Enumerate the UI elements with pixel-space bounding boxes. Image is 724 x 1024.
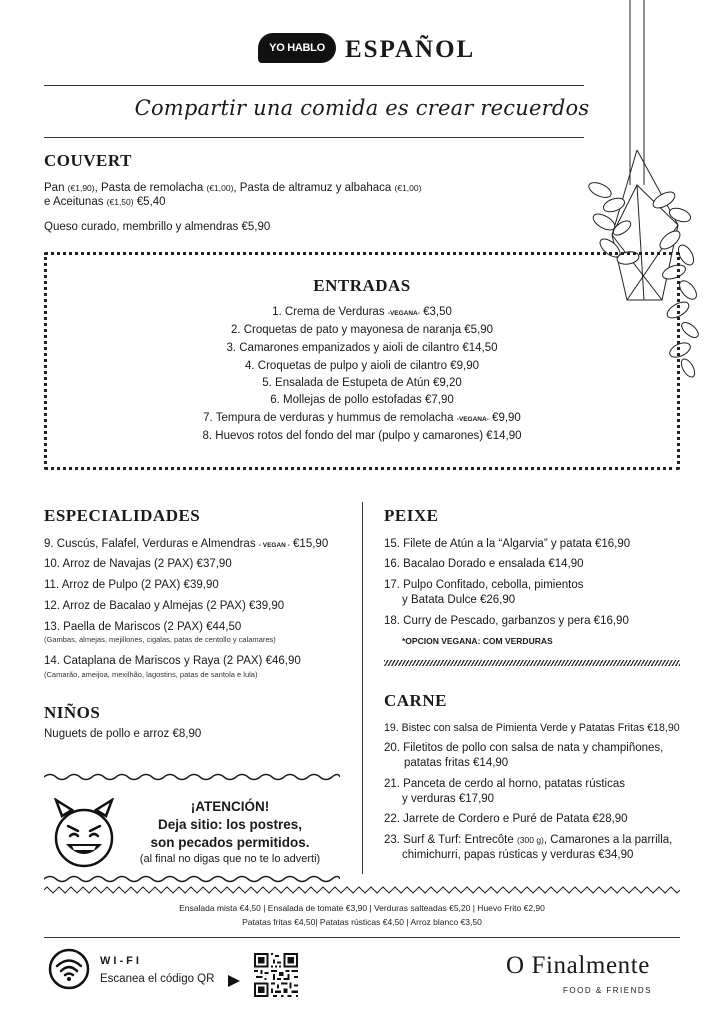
- carne-item-23-cont: chimichurri, papas rústicas y verduras €34,90: [402, 849, 634, 861]
- wave-divider-top: [44, 772, 340, 782]
- arrow-right-icon: [228, 975, 240, 987]
- couvert-remolacha: , Pasta de remolacha: [94, 182, 207, 194]
- devil-emoji-icon: [48, 798, 120, 870]
- peixe-vegan-note: *OPCION VEGANA: COM VERDURAS: [402, 636, 553, 646]
- carne-item-20: 20. Filetitos de pollo con salsa de nata y champiñones,: [384, 742, 664, 754]
- peixe-item-17: 17. Pulpo Confitado, cebolla, pimientos: [384, 579, 584, 591]
- couvert-altramuz: , Pasta de altramuz y albahaca: [233, 182, 395, 194]
- restaurant-logo-subtitle: FOOD & FRIENDS: [563, 986, 653, 995]
- header-divider-bottom: [44, 137, 584, 138]
- carne-item-21-cont: y verduras €17,90: [402, 793, 495, 805]
- especialidad-item-11: 11. Arroz de Pulpo (2 PAX) €39,90: [44, 579, 219, 591]
- carne-title: CARNE: [384, 691, 447, 710]
- entrada-item-7: [44, 412, 680, 424]
- peixe-item-17-cont: y Batata Dulce €26,90: [402, 594, 516, 606]
- wifi-label: WI-FI: [100, 955, 142, 967]
- atencion-title: ¡ATENCIÓN!: [190, 799, 270, 814]
- restaurant-logo-name: O Finalmente: [506, 952, 650, 979]
- zigzag-divider-top: [44, 886, 680, 894]
- especialidad-item-13-note: (Gambas, almejas, mejillones, cigalas, patas de centollo y calamares): [44, 635, 276, 644]
- couvert-pan: Pan: [44, 182, 68, 194]
- entrada-item-7-text: 7. Tempura de verduras y hummus de remolacha: [203, 412, 457, 424]
- brand-badge: [258, 33, 336, 63]
- peixe-item-15: 15. Filete de Atún a la “Algarvia” y patata €16,90: [384, 538, 631, 550]
- carne-item-23-weight: (300 g): [516, 835, 544, 845]
- peixe-title: PEIXE: [384, 506, 439, 525]
- entrada-item-1-text: 1. Crema de Verduras: [272, 306, 388, 318]
- entrada-item-8: 8. Huevos rotos del fondo del mar (pulpo y camarones) €14,90: [202, 430, 522, 442]
- couvert-altramuz-price: (€1,00): [394, 183, 422, 193]
- carne-item-19: 19. Bistec con salsa de Pimienta Verde y Patatas Fritas €18,90: [384, 722, 680, 734]
- couvert-pan-price: (€1,90): [67, 183, 95, 193]
- entrada-item-5: 5. Ensalada de Estupeta de Atún €9,20: [262, 377, 462, 389]
- especialidades-title: ESPECIALIDADES: [44, 506, 201, 525]
- carne-item-23: [384, 833, 672, 848]
- extras-line-2: Patatas fritas €4,50| Patatas rústicas €4,50 | Arroz blanco €3,50: [242, 917, 482, 927]
- entradas-title: ENTRADAS: [313, 276, 411, 295]
- especialidad-item-9-text: 9. Cuscús, Falafel, Verduras e Almendras: [44, 538, 259, 550]
- language-title: ESPAÑOL: [345, 36, 476, 63]
- brand-badge-text: YO HABLO: [269, 42, 325, 54]
- extras-line-1: Ensalada mista €4,50 | Ensalada de tomate €3,90 | Verduras salteadas €5,20 | Huevo Frito €2,90: [179, 903, 545, 913]
- carne-item-22: 22. Jarrete de Cordero e Puré de Patata €28,90: [384, 813, 628, 825]
- vegan-tag: -VEGANA-: [456, 416, 489, 423]
- couvert-line-2: [44, 195, 584, 210]
- atencion-line-3: (al final no digas que no te lo adverti): [139, 853, 321, 865]
- couvert-title: COUVERT: [44, 151, 132, 170]
- qr-code[interactable]: [254, 953, 298, 997]
- carne-item-21: 21. Panceta de cerdo al horno, patatas rústicas: [384, 778, 626, 790]
- column-divider: [362, 502, 363, 874]
- entrada-item-1-price: €3,50: [419, 306, 452, 318]
- vegan-tag: -VEGANA-: [387, 310, 420, 317]
- hatch-divider-right: [384, 660, 680, 666]
- especialidad-item-12: 12. Arroz de Bacalao y Almejas (2 PAX) €39,90: [44, 600, 285, 612]
- especialidad-item-9-price: €15,90: [289, 538, 329, 550]
- especialidad-item-9: [44, 537, 328, 553]
- peixe-item-16: 16. Bacalao Dorado e ensalada €14,90: [384, 558, 584, 570]
- especialidad-item-10: 10. Arroz de Navajas (2 PAX) €37,90: [44, 558, 232, 570]
- entrada-item-6: 6. Mollejas de pollo estofadas €7,90: [270, 394, 454, 406]
- entrada-item-1: [44, 306, 680, 318]
- footer-divider: [44, 937, 680, 938]
- couvert-cheese: Queso curado, membrillo y almendras €5,90: [44, 221, 271, 233]
- ninos-title: NIÑOS: [44, 703, 101, 722]
- especialidad-item-13: 13. Paella de Mariscos (2 PAX) €44,50: [44, 621, 242, 633]
- couvert-remolacha-price: (€1,00): [206, 183, 234, 193]
- atencion-line-2: son pecados permitidos.: [150, 835, 310, 850]
- wifi-scan-text: Escanea el código QR: [100, 973, 215, 985]
- wave-divider-bottom: [44, 874, 340, 884]
- carne-item-23-text-cont: , Camarones a la parrilla,: [543, 834, 673, 846]
- carne-item-23-text: 23. Surf & Turf: Entrecôte: [384, 834, 517, 846]
- especialidad-item-14: 14. Cataplana de Mariscos y Raya (2 PAX) €46,90: [44, 655, 301, 667]
- especialidad-item-14-note: (Camarão, ameijoa, mexilhão, lagostins, patas de santola e lula): [44, 670, 258, 679]
- couvert-total: €5,40: [133, 196, 166, 208]
- entrada-item-3: 3. Camarones empanizados y aioli de cilantro €14,50: [226, 342, 498, 354]
- wifi-icon: [48, 948, 90, 990]
- peixe-item-18: 18. Curry de Pescado, garbanzos y pera €16,90: [384, 615, 629, 627]
- atencion-block: [122, 798, 338, 867]
- couvert-line-1: [44, 181, 584, 196]
- entrada-item-2: 2. Croquetas de pato y mayonesa de naranja €5,90: [230, 324, 494, 336]
- tagline: Compartir una comida es crear recuerdos: [134, 96, 590, 120]
- couvert-aceitunas: e Aceitunas: [44, 196, 107, 208]
- carne-item-20-cont: patatas fritas €14,90: [404, 757, 509, 769]
- ninos-item: Nuguets de pollo e arroz €8,90: [44, 728, 202, 740]
- entrada-item-7-price: €9,90: [488, 412, 521, 424]
- header-divider-top: [44, 85, 584, 86]
- entrada-item-4: 4. Croquetas de pulpo y aioli de cilantro €9,90: [245, 360, 479, 372]
- couvert-aceitunas-price: (€1,50): [106, 197, 134, 207]
- atencion-line-1: Deja sitio: los postres,: [157, 817, 303, 832]
- vegan-tag: - VEGAN -: [258, 542, 290, 549]
